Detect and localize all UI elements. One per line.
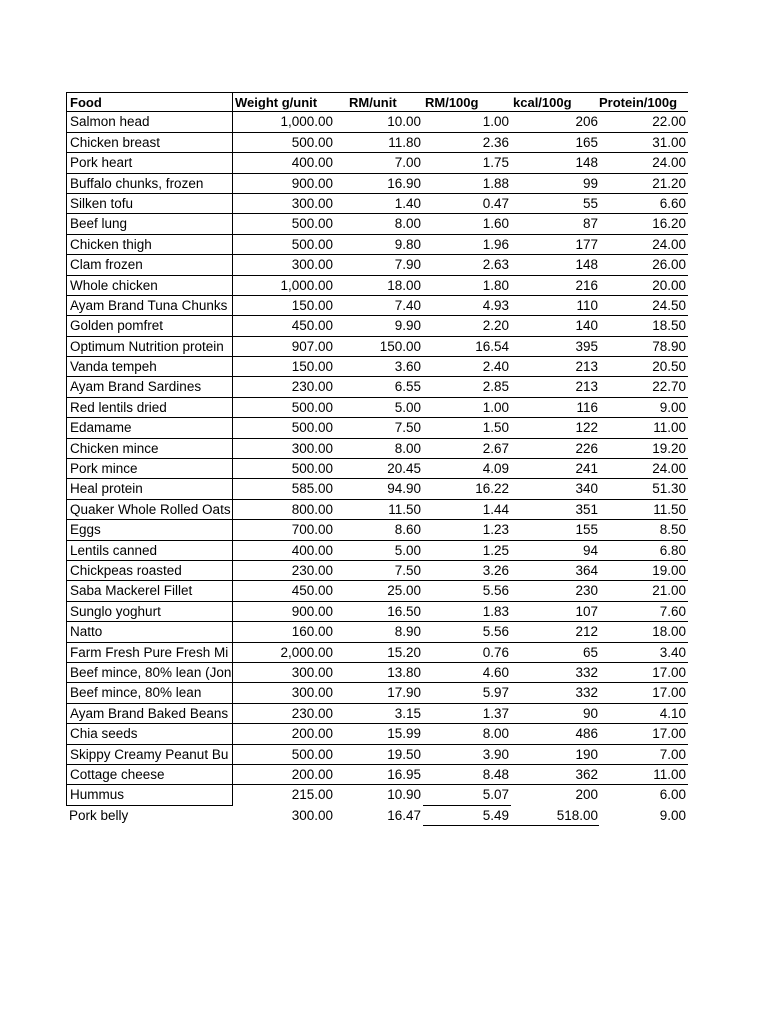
table-row <box>66 459 688 479</box>
cell-rm-unit[interactable]: 7.50 <box>335 561 423 581</box>
cell-kcal-100g[interactable]: 65 <box>511 643 599 663</box>
header-protein-100g[interactable]: Protein/100g <box>599 92 688 112</box>
cell-weight[interactable]: 500.00 <box>233 133 335 153</box>
cell-food[interactable]: Salmon head <box>66 112 233 132</box>
cell-protein-100g[interactable]: 22.70 <box>599 377 688 397</box>
table-row <box>66 255 688 275</box>
cell-weight[interactable]: 300.00 <box>233 194 335 214</box>
cell-kcal-100g[interactable]: 332 <box>511 663 599 683</box>
cell-protein-100g[interactable]: 8.50 <box>599 520 688 540</box>
cell-rm-100g[interactable]: 1.50 <box>423 418 511 438</box>
cell-rm-unit[interactable]: 150.00 <box>335 337 423 357</box>
cell-food[interactable]: Hummus <box>66 785 233 805</box>
cell-weight[interactable]: 500.00 <box>233 398 335 418</box>
cell-protein-100g[interactable]: 17.00 <box>599 683 688 703</box>
cell-rm-100g[interactable]: 2.36 <box>423 133 511 153</box>
cell-weight[interactable]: 1,000.00 <box>233 276 335 296</box>
cell-rm-100g[interactable]: 1.00 <box>423 398 511 418</box>
cell-rm-100g[interactable]: 8.00 <box>423 724 511 744</box>
table-row <box>66 561 688 581</box>
cell-rm-unit[interactable]: 5.00 <box>335 541 423 561</box>
cell-kcal-100g[interactable]: 55 <box>511 194 599 214</box>
cell-weight[interactable]: 400.00 <box>233 541 335 561</box>
cell-food[interactable]: Chickpeas roasted <box>66 561 233 581</box>
cell-rm-100g[interactable]: 1.75 <box>423 153 511 173</box>
cell-weight[interactable]: 900.00 <box>233 602 335 622</box>
cell-protein-100g[interactable]: 21.00 <box>599 581 688 601</box>
cell-protein-100g[interactable]: 9.00 <box>599 398 688 418</box>
table-row <box>66 316 688 336</box>
cell-kcal-100g[interactable]: 116 <box>511 398 599 418</box>
cell-weight[interactable]: 300.00 <box>233 439 335 459</box>
cell-kcal-100g[interactable]: 518.00 <box>511 806 599 826</box>
cell-food[interactable]: Beef lung <box>66 214 233 234</box>
cell-rm-100g[interactable]: 1.44 <box>423 500 511 520</box>
cell-protein-100g[interactable]: 22.00 <box>599 112 688 132</box>
cell-weight[interactable]: 500.00 <box>233 459 335 479</box>
cell-protein-100g[interactable]: 11.00 <box>599 765 688 785</box>
cell-kcal-100g[interactable]: 165 <box>511 133 599 153</box>
cell-protein-100g[interactable]: 18.50 <box>599 316 688 336</box>
cell-kcal-100g[interactable]: 190 <box>511 745 599 765</box>
cell-food[interactable]: Farm Fresh Pure Fresh Mi <box>66 643 233 663</box>
cell-rm-unit[interactable]: 16.90 <box>335 174 423 194</box>
cell-food[interactable]: Pork mince <box>66 459 233 479</box>
cell-kcal-100g[interactable]: 200 <box>575 787 598 803</box>
table-row <box>66 704 688 724</box>
table-row <box>66 418 688 438</box>
cell-protein-100g[interactable]: 20.00 <box>599 276 688 296</box>
table-row <box>66 602 688 622</box>
cell-weight[interactable]: 300.00 <box>233 255 335 275</box>
table-row <box>66 745 688 765</box>
cell-protein-100g[interactable]: 6.00 <box>659 787 686 803</box>
cell-food[interactable]: Red lentils dried <box>66 398 233 418</box>
cell-rm-100g[interactable]: 16.22 <box>423 479 511 499</box>
cell-rm-unit[interactable]: 19.50 <box>335 745 423 765</box>
cell-rm-unit[interactable]: 20.45 <box>335 459 423 479</box>
cell-weight[interactable]: 300.00 <box>291 807 333 823</box>
cell-food[interactable]: Cottage cheese <box>66 765 233 785</box>
cell-food[interactable]: Clam frozen <box>66 255 233 275</box>
table-row <box>66 439 688 459</box>
cell-weight[interactable]: 215.00 <box>291 787 333 803</box>
cell-kcal-100g[interactable]: 395 <box>511 337 599 357</box>
cell-food[interactable]: Pork belly <box>69 807 129 823</box>
cell-weight[interactable]: 500.00 <box>233 235 335 255</box>
table-row <box>66 500 688 520</box>
cell-food[interactable]: Edamame <box>66 418 233 438</box>
cell-food[interactable]: Ayam Brand Tuna Chunks <box>66 296 233 316</box>
cell-weight[interactable]: 450.00 <box>233 581 335 601</box>
cell-rm-unit[interactable]: 9.90 <box>335 316 423 336</box>
cell-kcal-100g[interactable]: 87 <box>511 214 599 234</box>
cell-protein-100g[interactable]: 6.80 <box>599 541 688 561</box>
cell-kcal-100g[interactable]: 213 <box>511 357 599 377</box>
cell-weight[interactable]: 230.00 <box>233 561 335 581</box>
cell-rm-unit[interactable]: 15.20 <box>335 643 423 663</box>
cell-rm-100g[interactable]: 8.48 <box>423 765 511 785</box>
cell-rm-100g[interactable]: 2.40 <box>423 357 511 377</box>
cell-food[interactable]: Ayam Brand Baked Beans <box>66 704 233 724</box>
cell-food[interactable]: Beef mince, 80% lean <box>66 683 233 703</box>
cell-rm-100g[interactable]: 5.07 <box>423 785 511 805</box>
cell-weight[interactable]: 200.00 <box>233 724 335 744</box>
table-row <box>66 663 688 683</box>
cell-protein-100g[interactable]: 31.00 <box>599 133 688 153</box>
cell-protein-100g[interactable]: 17.00 <box>599 663 688 683</box>
cell-kcal-100g[interactable]: 212 <box>511 622 599 642</box>
cell-food[interactable]: Chicken mince <box>66 439 233 459</box>
cell-protein-100g[interactable]: 11.50 <box>599 500 688 520</box>
table-row <box>66 357 688 377</box>
cell-weight[interactable]: 230.00 <box>233 377 335 397</box>
cell-protein-100g[interactable]: 51.30 <box>599 479 688 499</box>
cell-kcal-100g[interactable]: 230 <box>511 581 599 601</box>
cell-rm-unit[interactable]: 13.80 <box>335 663 423 683</box>
cell-rm-unit[interactable]: 15.99 <box>335 724 423 744</box>
cell-kcal-100g[interactable]: 110 <box>511 296 599 316</box>
cell-kcal-100g[interactable]: 148 <box>511 255 599 275</box>
header-food[interactable]: Food <box>66 92 233 112</box>
cell-weight[interactable]: 585.00 <box>233 479 335 499</box>
table-row <box>66 276 688 296</box>
cell-food[interactable]: Chia seeds <box>66 724 233 744</box>
cell-weight[interactable]: 150.00 <box>233 357 335 377</box>
cell-kcal-100g[interactable]: 486 <box>511 724 599 744</box>
cell-rm-unit[interactable]: 6.55 <box>335 377 423 397</box>
cell-food[interactable]: Quaker Whole Rolled Oats <box>66 500 233 520</box>
cell-rm-unit[interactable]: 7.50 <box>335 418 423 438</box>
table-row <box>66 765 688 785</box>
cell-protein-100g[interactable]: 3.40 <box>599 643 688 663</box>
cell-food[interactable]: Lentils canned <box>66 541 233 561</box>
cell-food[interactable]: Optimum Nutrition protein <box>66 337 233 357</box>
table-row <box>66 214 688 234</box>
cell-protein-100g[interactable]: 9.00 <box>659 807 686 823</box>
cell-weight[interactable]: 1,000.00 <box>233 112 335 132</box>
cell-rm-100g[interactable]: 1.60 <box>423 214 511 234</box>
cell-rm-unit[interactable]: 16.50 <box>335 602 423 622</box>
cell-weight[interactable]: 500.00 <box>233 418 335 438</box>
table-row <box>66 153 688 173</box>
cell-food[interactable]: Buffalo chunks, frozen <box>66 174 233 194</box>
cell-food[interactable]: Skippy Creamy Peanut Bu <box>66 745 233 765</box>
table-row <box>66 541 688 561</box>
cell-weight[interactable]: 160.00 <box>233 622 335 642</box>
cell-kcal-100g[interactable]: 107 <box>511 602 599 622</box>
cell-protein-100g[interactable]: 20.50 <box>599 357 688 377</box>
cell-protein-100g[interactable]: 17.00 <box>599 724 688 744</box>
cell-protein-100g[interactable]: 19.00 <box>599 561 688 581</box>
cell-kcal-100g[interactable]: 99 <box>511 174 599 194</box>
cell-weight[interactable]: 500.00 <box>233 745 335 765</box>
table-row <box>66 377 688 397</box>
cell-rm-100g[interactable]: 0.47 <box>423 194 511 214</box>
cell-rm-unit[interactable]: 8.00 <box>335 214 423 234</box>
cell-rm-unit[interactable]: 10.00 <box>335 112 423 132</box>
cell-food[interactable]: Saba Mackerel Fillet <box>66 581 233 601</box>
cell-rm-unit[interactable]: 8.60 <box>335 520 423 540</box>
cell-weight[interactable]: 900.00 <box>233 174 335 194</box>
cell-food[interactable]: Ayam Brand Sardines <box>66 377 233 397</box>
table-row <box>66 133 688 153</box>
cell-food[interactable]: Beef mince, 80% lean (Jon <box>66 663 233 683</box>
cell-kcal-100g[interactable]: 364 <box>511 561 599 581</box>
cell-rm-unit[interactable]: 9.80 <box>335 235 423 255</box>
table-body <box>66 112 688 826</box>
cell-rm-unit[interactable]: 16.47 <box>387 807 421 823</box>
cell-protein-100g[interactable]: 21.20 <box>599 174 688 194</box>
cell-rm-100g[interactable]: 2.20 <box>423 316 511 336</box>
table-row <box>66 683 688 703</box>
cell-rm-100g[interactable]: 1.96 <box>423 235 511 255</box>
cell-food[interactable]: Chicken breast <box>66 133 233 153</box>
cell-kcal-100g[interactable]: 340 <box>511 479 599 499</box>
cell-food[interactable]: Eggs <box>66 520 233 540</box>
table-row <box>66 174 688 194</box>
table-row <box>66 398 688 418</box>
cell-rm-unit[interactable]: 7.00 <box>335 153 423 173</box>
cell-weight[interactable]: 300.00 <box>233 663 335 683</box>
cell-kcal-100g[interactable]: 122 <box>511 418 599 438</box>
cell-rm-100g[interactable]: 2.63 <box>423 255 511 275</box>
cell-rm-unit[interactable]: 7.40 <box>335 296 423 316</box>
spreadsheet-table <box>66 92 688 826</box>
table-header-row <box>66 92 688 112</box>
cell-kcal-100g[interactable]: 177 <box>511 235 599 255</box>
header-rm-unit[interactable]: RM/unit <box>335 92 423 112</box>
cell-protein-100g[interactable]: 24.00 <box>599 235 688 255</box>
cell-kcal-100g[interactable]: 226 <box>511 439 599 459</box>
cell-rm-100g[interactable]: 1.25 <box>423 541 511 561</box>
cell-protein-100g[interactable]: 11.00 <box>599 418 688 438</box>
cell-food[interactable]: Silken tofu <box>66 194 233 214</box>
table-row <box>66 785 688 805</box>
cell-rm-100g[interactable]: 4.09 <box>423 459 511 479</box>
cell-rm-100g[interactable]: 1.83 <box>423 602 511 622</box>
cell-protein-100g[interactable]: 26.00 <box>599 255 688 275</box>
cell-kcal-100g[interactable]: 94 <box>511 541 599 561</box>
table-row <box>66 806 688 826</box>
header-weight[interactable]: Weight g/unit <box>233 92 335 112</box>
cell-rm-100g[interactable]: 5.56 <box>423 581 511 601</box>
table-row <box>66 296 688 316</box>
cell-rm-100g[interactable]: 5.97 <box>423 683 511 703</box>
table-row <box>66 520 688 540</box>
cell-protein-100g[interactable]: 24.50 <box>599 296 688 316</box>
cell-kcal-100g[interactable]: 362 <box>511 765 599 785</box>
cell-rm-unit[interactable]: 18.00 <box>335 276 423 296</box>
cell-rm-100g[interactable]: 0.76 <box>423 643 511 663</box>
cell-rm-100g[interactable]: 1.80 <box>423 276 511 296</box>
cell-weight[interactable]: 300.00 <box>233 683 335 703</box>
cell-rm-100g[interactable]: 3.90 <box>423 745 511 765</box>
cell-rm-unit[interactable]: 11.50 <box>335 500 423 520</box>
table-row <box>66 112 688 132</box>
cell-food[interactable]: Sunglo yoghurt <box>66 602 233 622</box>
cell-rm-unit[interactable]: 7.90 <box>335 255 423 275</box>
cell-rm-unit[interactable]: 3.15 <box>335 704 423 724</box>
cell-rm-100g[interactable]: 1.00 <box>423 112 511 132</box>
cell-rm-100g[interactable]: 5.56 <box>423 622 511 642</box>
cell-protein-100g[interactable]: 4.10 <box>599 704 688 724</box>
cell-rm-unit[interactable]: 8.90 <box>335 622 423 642</box>
cell-kcal-100g[interactable]: 90 <box>511 704 599 724</box>
cell-protein-100g[interactable]: 24.00 <box>599 459 688 479</box>
cell-rm-unit[interactable]: 11.80 <box>335 133 423 153</box>
cell-weight[interactable]: 400.00 <box>233 153 335 173</box>
table-row <box>66 581 688 601</box>
cell-weight[interactable]: 150.00 <box>233 296 335 316</box>
cell-rm-100g[interactable]: 1.23 <box>423 520 511 540</box>
cell-rm-unit[interactable]: 16.95 <box>335 765 423 785</box>
cell-rm-100g[interactable]: 1.88 <box>423 174 511 194</box>
cell-rm-unit[interactable]: 17.90 <box>335 683 423 703</box>
table-row <box>66 194 688 214</box>
table-row <box>66 724 688 744</box>
cell-food[interactable]: Heal protein <box>66 479 233 499</box>
cell-protein-100g[interactable]: 18.00 <box>599 622 688 642</box>
cell-weight[interactable]: 800.00 <box>233 500 335 520</box>
cell-food[interactable]: Whole chicken <box>66 276 233 296</box>
header-kcal-100g[interactable]: kcal/100g <box>511 92 599 112</box>
cell-rm-unit[interactable]: 3.60 <box>335 357 423 377</box>
cell-rm-unit[interactable]: 8.00 <box>335 439 423 459</box>
cell-rm-unit[interactable]: 10.90 <box>387 787 421 803</box>
cell-weight[interactable]: 450.00 <box>233 316 335 336</box>
cell-rm-100g[interactable]: 4.93 <box>423 296 511 316</box>
table-row <box>66 479 688 499</box>
cell-kcal-100g[interactable]: 155 <box>511 520 599 540</box>
cell-rm-100g[interactable]: 2.85 <box>423 377 511 397</box>
cell-food[interactable]: Chicken thigh <box>66 235 233 255</box>
table-row <box>66 643 688 663</box>
cell-protein-100g[interactable]: 19.20 <box>599 439 688 459</box>
cell-kcal-100g[interactable]: 351 <box>511 500 599 520</box>
cell-kcal-100g[interactable]: 213 <box>511 377 599 397</box>
cell-kcal-100g[interactable]: 148 <box>511 153 599 173</box>
cell-kcal-100g[interactable]: 206 <box>511 112 599 132</box>
cell-protein-100g[interactable]: 24.00 <box>599 153 688 173</box>
header-rm-100g[interactable]: RM/100g <box>423 92 511 112</box>
table-row <box>66 337 688 357</box>
cell-food[interactable]: Vanda tempeh <box>66 357 233 377</box>
cell-protein-100g[interactable]: 7.60 <box>599 602 688 622</box>
cell-kcal-100g[interactable]: 241 <box>511 459 599 479</box>
cell-weight[interactable]: 2,000.00 <box>233 643 335 663</box>
cell-rm-100g[interactable]: 16.54 <box>423 337 511 357</box>
cell-rm-unit[interactable]: 94.90 <box>335 479 423 499</box>
cell-protein-100g[interactable]: 6.60 <box>599 194 688 214</box>
cell-rm-100g[interactable]: 4.60 <box>423 663 511 683</box>
cell-rm-100g[interactable]: 3.26 <box>423 561 511 581</box>
cell-protein-100g[interactable]: 7.00 <box>599 745 688 765</box>
cell-kcal-100g[interactable]: 216 <box>511 276 599 296</box>
cell-protein-100g[interactable]: 16.20 <box>599 214 688 234</box>
cell-food[interactable]: Golden pomfret <box>66 316 233 336</box>
cell-weight[interactable]: 230.00 <box>233 704 335 724</box>
cell-rm-100g[interactable]: 5.49 <box>423 806 511 826</box>
table-row <box>66 622 688 642</box>
cell-food[interactable]: Natto <box>66 622 233 642</box>
table-row <box>66 235 688 255</box>
cell-kcal-100g[interactable]: 140 <box>511 316 599 336</box>
cell-rm-unit[interactable]: 1.40 <box>335 194 423 214</box>
cell-weight[interactable]: 500.00 <box>233 214 335 234</box>
cell-weight[interactable]: 700.00 <box>233 520 335 540</box>
cell-weight[interactable]: 200.00 <box>233 765 335 785</box>
cell-kcal-100g[interactable]: 332 <box>511 683 599 703</box>
cell-weight[interactable]: 907.00 <box>233 337 335 357</box>
cell-protein-100g[interactable]: 78.90 <box>599 337 688 357</box>
cell-rm-100g[interactable]: 2.67 <box>423 439 511 459</box>
cell-rm-100g[interactable]: 1.37 <box>423 704 511 724</box>
cell-rm-unit[interactable]: 25.00 <box>335 581 423 601</box>
cell-rm-unit[interactable]: 5.00 <box>335 398 423 418</box>
cell-food[interactable]: Pork heart <box>66 153 233 173</box>
